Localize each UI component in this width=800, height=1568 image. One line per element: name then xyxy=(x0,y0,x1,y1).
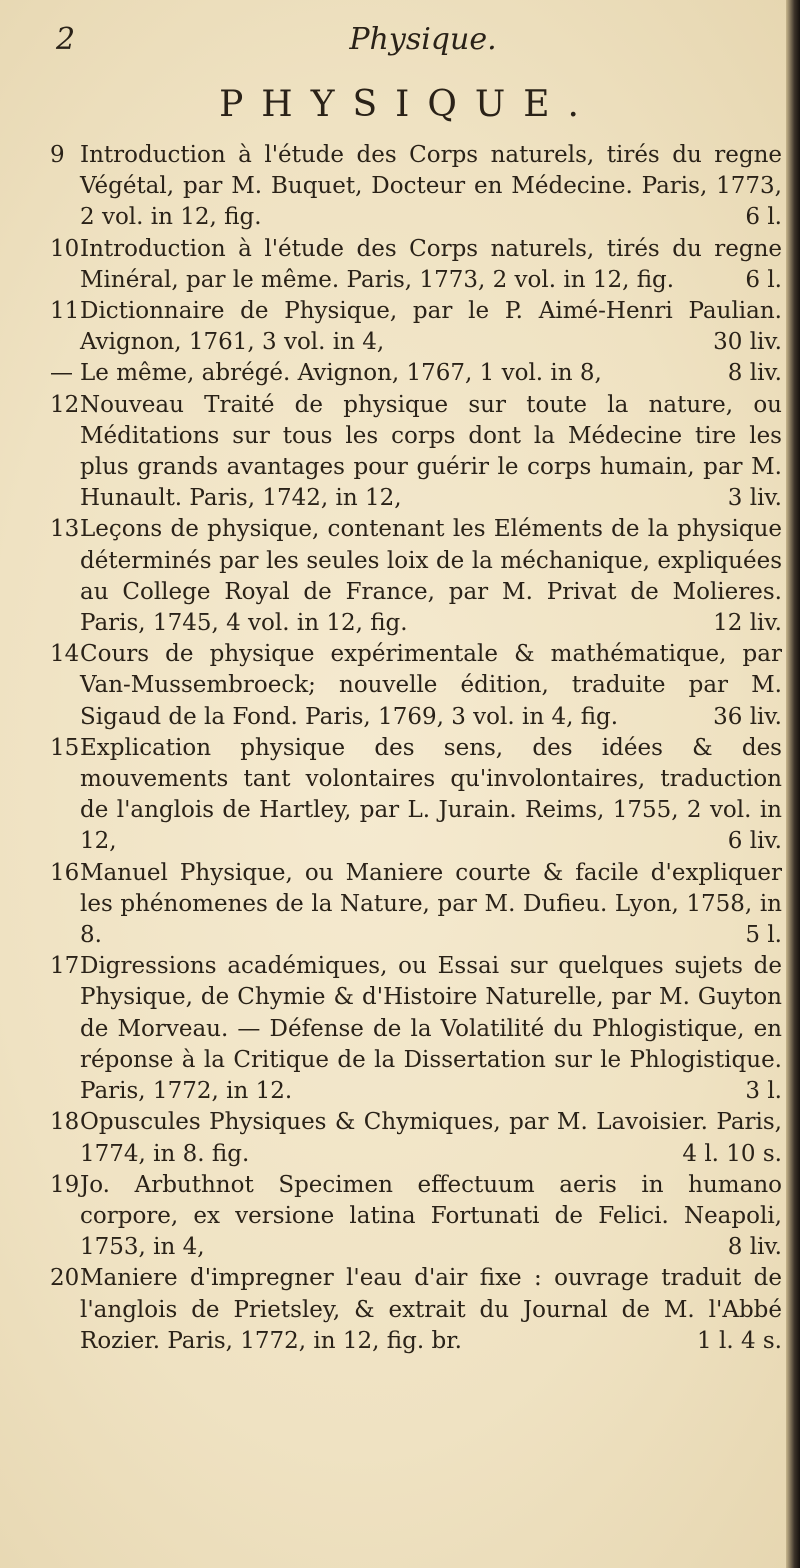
entry-price: 6 l. xyxy=(745,204,782,231)
entry-price: 3 l. xyxy=(745,1078,782,1105)
entry-text: Maniere d'impregner l'eau d'air fixe : ouvrage traduit de l'anglois de Prietsley, & extrait du Journal de M. l'Abbé Rozier. Paris, 1772, in 12, fig. br. xyxy=(80,1265,782,1354)
catalogue-entry xyxy=(50,514,782,639)
entry-number: 10 xyxy=(50,235,80,262)
entry-number: 11 xyxy=(50,298,80,325)
entry-text: Opuscules Physiques & Chymiques, par M. Lavoisier. Paris, 1774, in 8. fig. xyxy=(80,1109,782,1167)
entry-text: Introduction à l'étude des Corps naturels, tirés du regne Minéral, par le même. Paris, 1773, 2 vol. in 12, fig. xyxy=(80,235,782,293)
section-title: PHYSIQUE. xyxy=(219,84,597,125)
entry-price: 12 liv. xyxy=(713,610,782,637)
entry-number: 14 xyxy=(50,641,80,668)
catalogue-entry xyxy=(50,1107,782,1169)
entry-price: 8 liv. xyxy=(727,1234,782,1261)
entry-text: Nouveau Traité de physique sur toute la nature, ou Méditations sur tous les corps dont la Médecine tire les plus grands avantages pour guérir le corps humain, par M. Hunault. Paris, 1742, in 12, xyxy=(80,391,782,512)
running-head: Physique. xyxy=(349,22,497,57)
catalogue-entry xyxy=(50,1170,782,1264)
catalogue-entry xyxy=(50,358,782,389)
catalogue-entry xyxy=(50,390,782,515)
entry-number: 12 xyxy=(50,391,80,418)
entry-price: 30 liv. xyxy=(713,329,782,356)
entry-number: 16 xyxy=(50,859,80,886)
entry-price: 6 liv. xyxy=(727,828,782,855)
entry-number: 20 xyxy=(50,1265,80,1292)
entry-price: 36 liv. xyxy=(713,703,782,730)
entry-text: Dictionnaire de Physique, par le P. Aimé-Henri Paulian. Avignon, 1761, 3 vol. in 4, xyxy=(80,298,782,356)
entry-text: Digressions académiques, ou Essai sur quelques sujets de Physique, de Chymie & d'Histoire Naturelle, par M. Guyton de Morveau. — Défense de la Volatilité du Phlogistique, en réponse à la Critique de la Dissertation sur le Phlogistique. Paris, 1772, in 12. xyxy=(80,953,782,1105)
catalogue-entry xyxy=(50,639,782,733)
entry-text: Explication physique des sens, des idées & des mouvements tant volontaires qu'involontaires, traduction de l'anglois de Hartley, par L. Jurain. Reims, 1755, 2 vol. in 12, xyxy=(80,734,782,855)
catalogue-entry xyxy=(50,234,782,296)
entry-number: 13 xyxy=(50,516,80,543)
entry-number: 19 xyxy=(50,1171,80,1198)
entry-text: Leçons de physique, contenant les Eléments de la physique déterminés par les seules loix de la méchanique, expliquées au College Royal de France, par M. Privat de Molieres. Paris, 1745, 4 vol. in 12, fig. xyxy=(80,516,782,637)
catalogue-entry xyxy=(50,140,782,234)
page-edge-shadow xyxy=(786,0,800,1568)
entry-number: 9 xyxy=(50,142,65,168)
entry-text: Introduction à l'étude des Corps naturels, tirés du regne Végétal, par M. Buquet, Docteur en Médecine. Paris, 1773, 2 vol. in 12, fig. xyxy=(80,142,782,231)
page-header xyxy=(0,14,786,74)
catalogue-entry xyxy=(50,733,782,858)
entry-number: 15 xyxy=(50,734,80,761)
catalogue-entry xyxy=(50,858,782,952)
page-number: 2 xyxy=(56,22,76,57)
entry-text: Cours de physique expérimentale & mathématique, par Van-Mussembroeck; nouvelle édition, traduite par M. Sigaud de la Fond. Paris, 1769, 3 vol. in 4, fig. xyxy=(80,641,782,730)
catalogue-entry xyxy=(50,296,782,358)
catalogue-entries xyxy=(50,140,782,1357)
entry-number: — xyxy=(50,360,73,387)
entry-price: 6 l. xyxy=(745,266,782,293)
entry-text: Manuel Physique, ou Maniere courte & facile d'expliquer les phénomenes de la Nature, par M. Dufieu. Lyon, 1758, in 8. xyxy=(80,859,782,949)
entry-price: 1 l. 4 s. xyxy=(697,1327,782,1354)
entry-number: 18 xyxy=(50,1109,80,1136)
entry-price: 8 liv. xyxy=(727,360,782,387)
entry-text: Le même, abrégé. Avignon, 1767, 1 vol. in 8, xyxy=(80,360,602,387)
entry-price: 5 l. xyxy=(745,922,782,949)
catalogue-entry xyxy=(50,1263,782,1357)
entry-text: Jo. Arbuthnot Specimen effectuum aeris in humano corpore, ex versione latina Fortunati de Felici. Neapoli, 1753, in 4, xyxy=(80,1171,782,1261)
entry-price: 4 l. 10 s. xyxy=(682,1140,782,1167)
entry-price: 3 liv. xyxy=(727,485,782,512)
catalogue-entry xyxy=(50,951,782,1107)
entry-number: 17 xyxy=(50,953,80,980)
